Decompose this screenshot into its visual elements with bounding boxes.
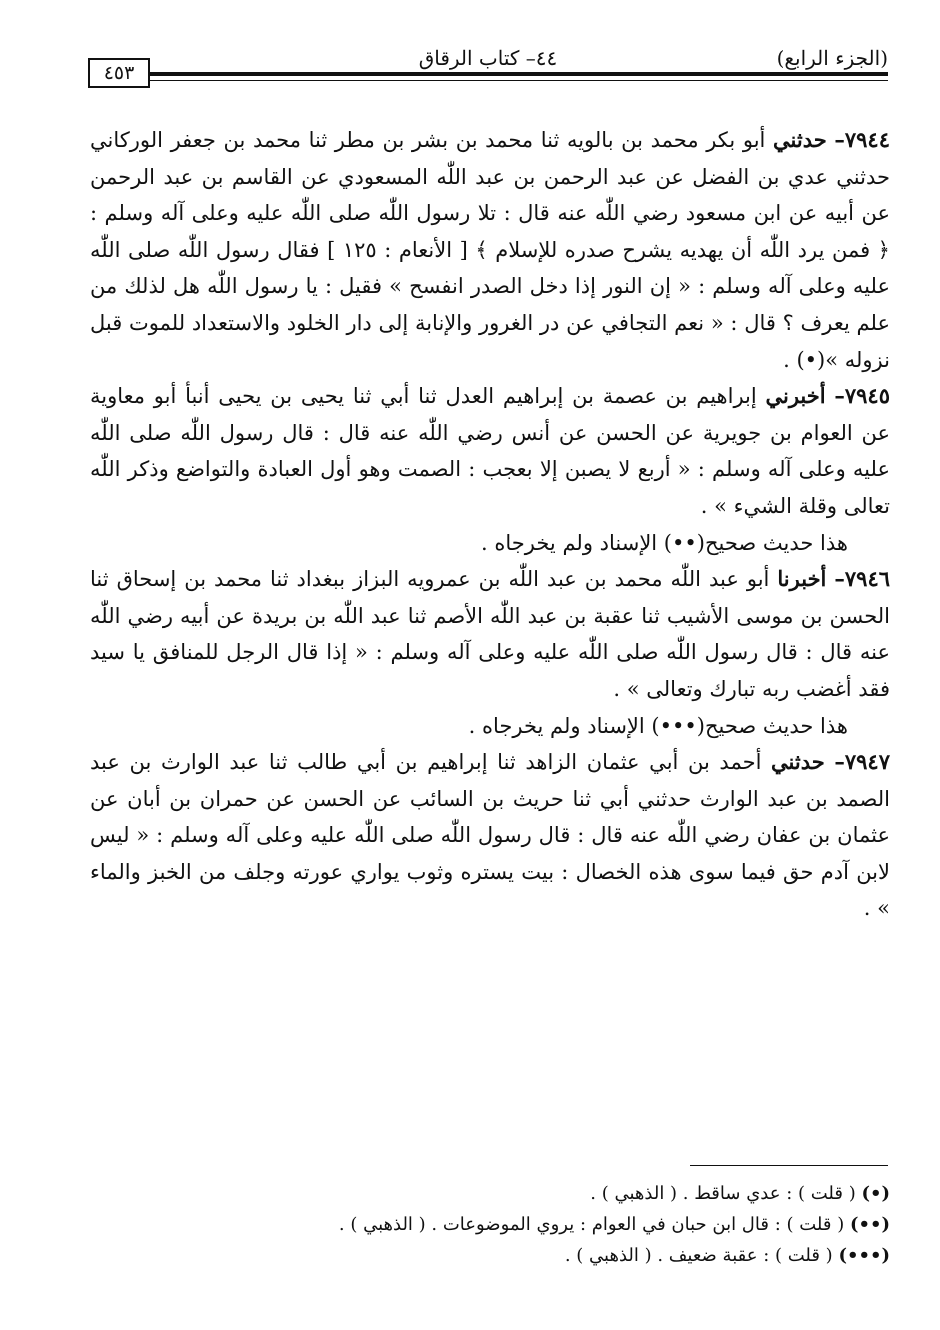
page-number: ٤٥٣ <box>88 58 150 88</box>
hadith-number: ٧٩٤٦– <box>834 566 891 592</box>
narration-keyword: حدثني <box>771 749 825 775</box>
footnote <box>90 1209 890 1240</box>
footnote-text: ( قلت ) : قال ابن حبان في العوام : يروي الموضوعات . ( الذهبي ) . <box>338 1214 845 1235</box>
hadith-number: ٧٩٤٥– <box>834 383 890 409</box>
narration-keyword: حدثني <box>773 127 827 152</box>
footnote-mark: (•) <box>861 1183 890 1204</box>
hadith-text: أحمد بن أبي عثمان الزاهد ثنا إبراهيم بن أبي طالب ثنا عبد الوارث بن عبد الصمد بن عبد الوارث حدثني أبي ثنا حريث بن السائب عن الحسن عن حمران بن أبان عن عثمان بن عفان رضي اللّٰه عنه قال : قال رسول اللّٰه صلى اللّٰه عليه وعلى آله وسلم : « ليس لابن آدم حق فيما سوى هذه الخصال : بيت يستره وثوب يواري عورته وجلف من الخبز والماء » . <box>90 750 890 921</box>
footnote-text: ( قلت ) : عدي ساقط . ( الذهبي ) . <box>590 1183 856 1204</box>
hadith-text: أبو بكر محمد بن بالويه ثنا محمد بن بشر بن مطر ثنا محمد بن جعفر الوركاني حدثني عدي بن الفضل عن عبد الرحمن بن عبد اللّٰه المسعودي عن القاسم بن عبد الرحمن عن أبيه عن ابن مسعود رضي اللّٰه عنه قال : تلا رسول اللّٰه صلى اللّٰه عليه وعلى آله وسلم : ﴿ فمن يرد اللّٰه أن يهديه يشرح صدره للإسلام ﴾ [ الأنعام : ١٢٥ ] فقال رسول اللّٰه صلى اللّٰه عليه وعلى آله وسلم : « إن النور إذا دخل الصدر انفسح » فقيل : يا رسول اللّٰه هل لذلك من علم يعرف ؟ قال : « نعم التجافي عن در الغرور والإنابة إلى دار الخلود والاستعداد للموت قبل نزوله »(•) . <box>90 128 890 372</box>
footnote <box>90 1178 890 1209</box>
narration-keyword: أخبرني <box>765 383 826 409</box>
footnote-mark: (••) <box>849 1214 890 1235</box>
footnotes <box>90 1178 890 1271</box>
book-title: ٤٤– كتاب الرقاق <box>418 46 558 70</box>
hadith-entry <box>90 561 890 707</box>
footnote <box>90 1240 890 1271</box>
hadith-number: ٧٩٤٧– <box>834 749 890 775</box>
narration-keyword: أخبرنا <box>777 566 827 592</box>
hadith-entry <box>90 378 890 524</box>
hadith-text: إبراهيم بن عصمة بن إبراهيم العدل ثنا أبي ثنا يحيى بن يحيى أنبأ أبو معاوية عن العوام بن جويرية عن الحسن عن أنس رضي اللّٰه عنه قال : قال رسول اللّٰه صلى اللّٰه عليه وعلى آله وسلم : « أربع لا يصبن إلا بعجب : الصمت وهو أول العبادة والتواضع وذكر اللّٰه تعالى وقلة الشيء » . <box>90 384 890 518</box>
grading-line: هذا حديث صحيح(•••) الإسناد ولم يخرجاه . <box>468 713 848 738</box>
hadith-text: أبو عبد اللّٰه محمد بن عبد اللّٰه بن عمرويه البزاز ببغداد ثنا محمد بن إسحاق ثنا الحسن بن موسى الأشيب ثنا عقبة بن عبد اللّٰه الأصم ثنا عبد اللّٰه بن بريدة عن أبيه رضي اللّٰه عنه قال : قال رسول اللّٰه صلى اللّٰه عليه وعلى آله وسلم : « إذا قال الرجل للمنافق يا سيد فقد أغضب ربه تبارك وتعالى » . <box>90 567 890 701</box>
main-text <box>90 122 890 927</box>
header-rule-thick <box>150 72 888 76</box>
hadith-number: ٧٩٤٤– <box>834 127 890 152</box>
grading-line: هذا حديث صحيح(••) الإسناد ولم يخرجاه . <box>481 530 848 555</box>
hadith-entry <box>90 122 890 378</box>
volume-label: (الجزء الرابع) <box>776 46 888 70</box>
hadith-entry <box>90 744 890 927</box>
footnote-text: ( قلت ) : عقبة ضعيف . ( الذهبي ) . <box>564 1245 833 1266</box>
footnote-mark: (•••) <box>838 1245 890 1266</box>
footnote-divider <box>690 1165 888 1166</box>
header-rule-thin <box>150 80 888 81</box>
